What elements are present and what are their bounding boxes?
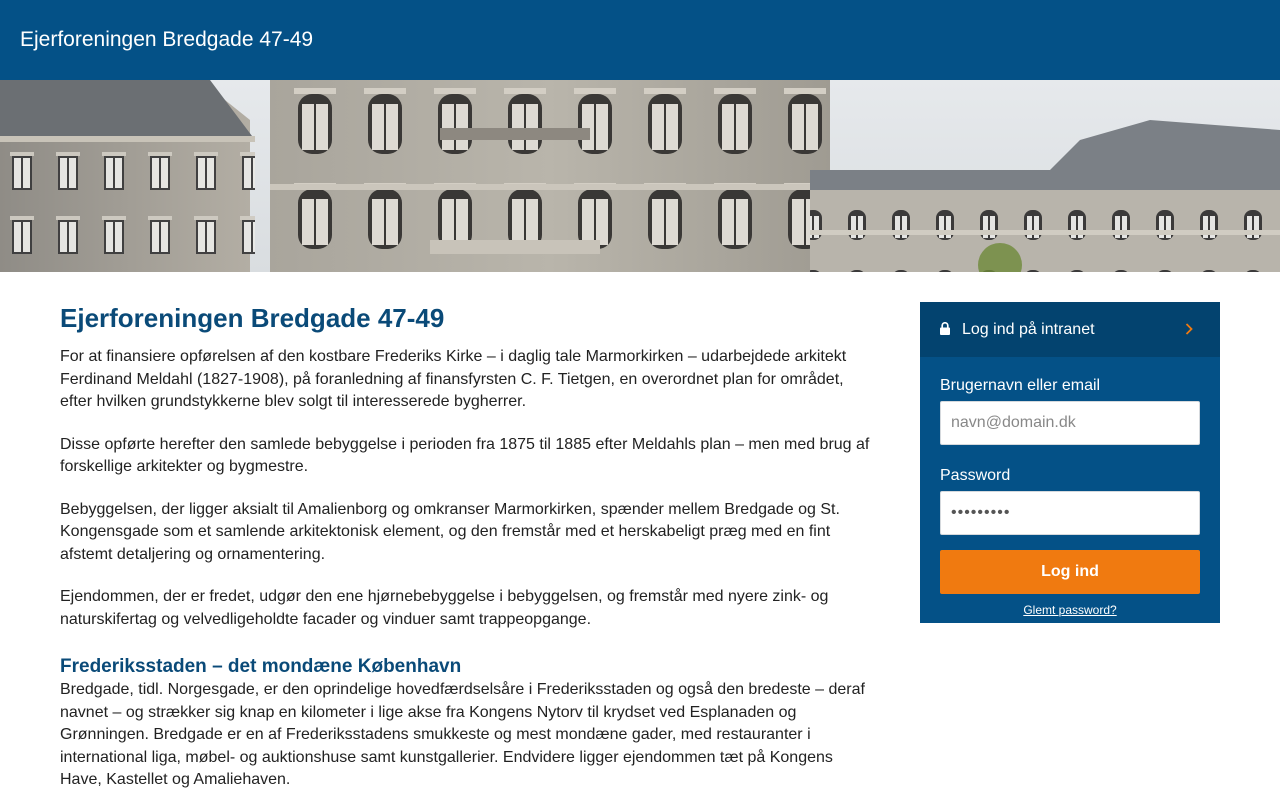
password-label: Password — [940, 467, 1011, 484]
login-button[interactable]: Log ind — [940, 550, 1200, 594]
login-form — [920, 357, 1220, 617]
lock-icon — [940, 322, 950, 335]
login-header[interactable] — [920, 302, 1220, 357]
article-sub-paragraph: Bredgade, tidl. Norgesgade, er den oprindelige hovedfærdselsåre i Frederiksstaden og også den bredeste – deraf navnet – og strækker sig knap en kilometer i lige akse fra Kongens Nytorv til krydset ved Esplanaden og Grønningen. Bredgade er en af Frederiksstadens smukkeste og mest mondæne gader, med restauranter i international liga, møbel- og auktionshuse samt kunstgallerier. Endvidere ligger ejendommen tæt på Kongens Have, Kastellet og Amaliehaven. — [60, 681, 865, 788]
login-panel — [920, 302, 1220, 623]
login-header-label: Log ind på intranet — [962, 321, 1095, 338]
article-subtitle: Frederiksstaden – det mondæne København — [60, 656, 462, 677]
hero-buildings-illustration — [0, 80, 1280, 272]
article-title: Ejerforeningen Bredgade 47-49 — [60, 303, 445, 333]
password-input[interactable] — [940, 491, 1200, 535]
username-label: Brugernavn eller email — [940, 377, 1101, 394]
site-title[interactable]: Ejerforeningen Bredgade 47-49 — [20, 28, 314, 51]
hero-image — [0, 80, 1280, 272]
username-input[interactable] — [940, 401, 1200, 445]
article — [60, 302, 875, 792]
article-paragraph: Bebyggelsen, der ligger aksialt til Amalienborg og omkranser Marmorkirken, spænder mellem Bredgade og St. Kongensgade som et samlende arkitektonisk element, og den fremstår med et herskabeligt præg med en fint afstemt detaljering og ornamentering. — [60, 500, 840, 563]
chevron-right-icon[interactable] — [1184, 322, 1194, 336]
article-paragraph: For at finansiere opførelsen af den kostbare Frederiks Kirke – i daglig tale Marmorkirken – udarbejdede arkitekt Ferdinand Meldahl (1827-1908), på foranledning af finansfyrsten C. F. Tietgen, en overordnet plan for området, efter hvilken grundstykkerne blev solgt til interesserede bygherrer. — [60, 348, 847, 410]
top-bar — [0, 0, 1280, 80]
forgot-password-link[interactable]: Glemt password? — [1023, 603, 1117, 617]
article-paragraph: Ejendommen, der er fredet, udgør den ene hjørnebebyggelse i bebyggelsen, og fremstår med nyere zink- og naturskifertag og velvedligeholdte facader og vinduer samt trappeopgange. — [60, 588, 829, 628]
article-paragraph: Disse opførte herefter den samlede bebyggelse i perioden fra 1875 til 1885 efter Meldahls plan – men med brug af forskellige arkitekter og bygmestre. — [60, 435, 870, 475]
